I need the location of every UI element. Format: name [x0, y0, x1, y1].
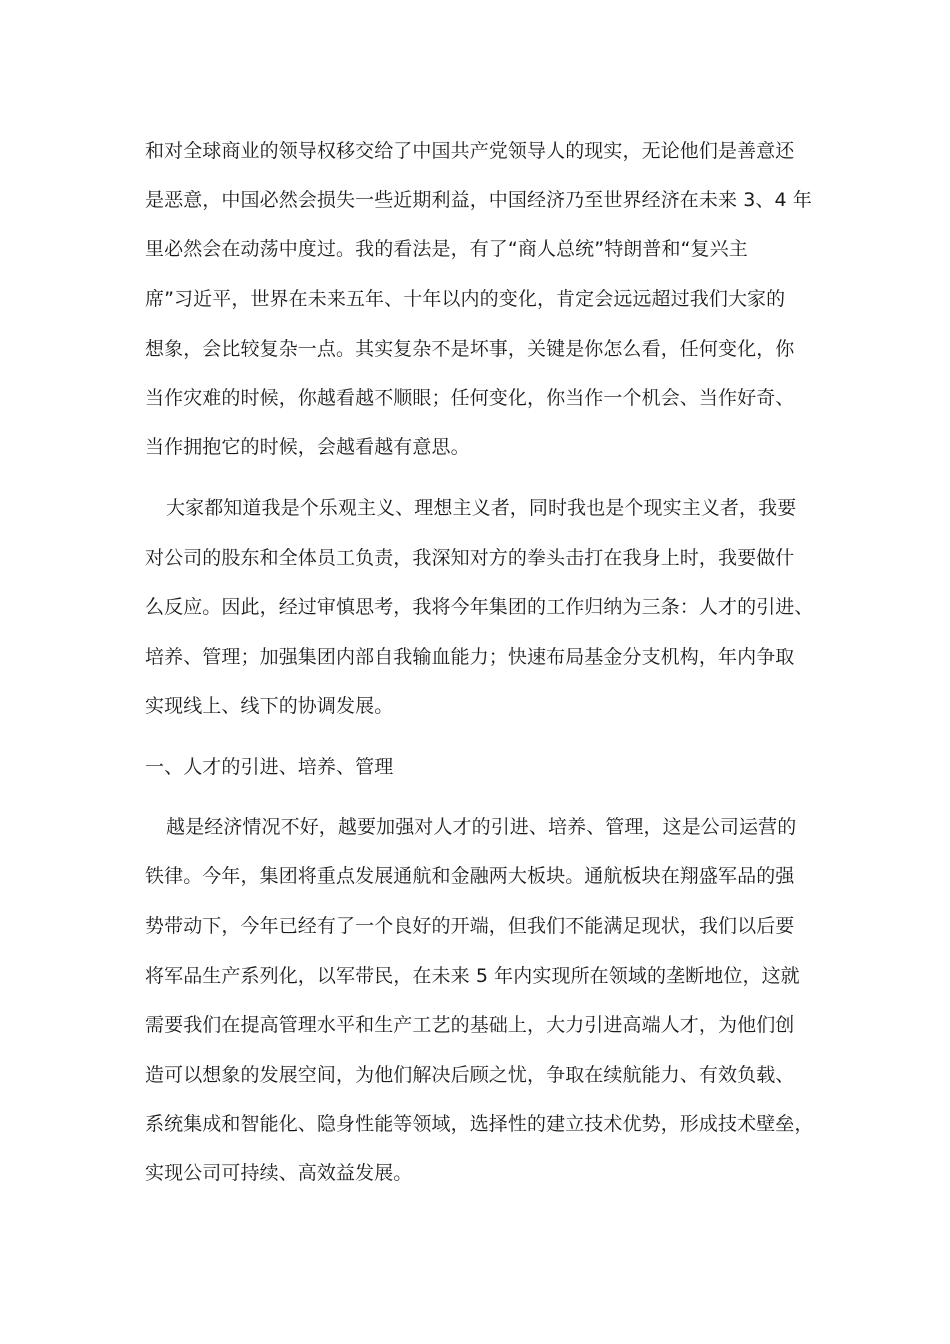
paragraph-3-line-3: 势带动下，今年已经有了一个良好的开端，但我们不能满足现状，我们以后要	[145, 915, 795, 937]
paragraph-2-line-4: 培养、管理；加强集团内部自我输血能力；快速布局基金分支机构，年内争取	[145, 646, 795, 668]
paragraph-3-line-4: 将军品生产系列化，以军带民，在未来 5 年内实现所在领域的垄断地位，这就	[145, 965, 800, 987]
paragraph-3-line-2: 铁律。今年，集团将重点发展通航和金融两大板块。通航板块在翔盛军品的强	[145, 865, 795, 887]
paragraph-1-line-2: 是恶意，中国必然会损失一些近期利益，中国经济乃至世界经济在未来 3、4 年	[145, 189, 812, 211]
paragraph-1-line-6: 当作灾难的时候，你越看越不顺眼；任何变化，你当作一个机会、当作好奇、	[145, 387, 795, 409]
paragraph-1-line-7: 当作拥抱它的时候，会越看越有意思。	[145, 436, 470, 458]
paragraph-2-line-3: 么反应。因此，经过审慎思考，我将今年集团的工作归纳为三条：人才的引进、	[145, 596, 814, 618]
paragraph-1-line-1: 和对全球商业的领导权移交给了中国共产党领导人的现实，无论他们是善意还	[145, 140, 795, 162]
paragraph-3-line-6: 造可以想象的发展空间，为他们解决后顾之忧，争取在续航能力、有效负载、	[145, 1064, 795, 1086]
paragraph-3-line-1: 越是经济情况不好，越要加强对人才的引进、培养、管理，这是公司运营的	[166, 816, 797, 838]
paragraph-3-line-5: 需要我们在提高管理水平和生产工艺的基础上，大力引进高端人才，为他们创	[145, 1014, 795, 1036]
paragraph-3-line-8: 实现公司可持续、高效益发展。	[145, 1162, 413, 1184]
paragraph-1-line-3: 里必然会在动荡中度过。我的看法是，有了“商人总统”特朗普和“复兴主	[145, 238, 748, 260]
paragraph-2-line-1: 大家都知道我是个乐观主义、理想主义者，同时我也是个现实主义者，我要	[166, 497, 797, 519]
paragraph-1-line-5: 想象，会比较复杂一点。其实复杂不是坏事，关键是你怎么看，任何变化，你	[145, 338, 795, 360]
paragraph-2-line-2: 对公司的股东和全体员工负责，我深知对方的拳头击打在我身上时，我要做什	[145, 547, 795, 569]
paragraph-2-line-5: 实现线上、线下的协调发展。	[145, 695, 394, 717]
section-heading-1: 一、人才的引进、培养、管理	[145, 756, 394, 778]
paragraph-1-line-4: 席”习近平，世界在未来五年、十年以内的变化，肯定会远远超过我们大家的	[145, 288, 786, 310]
paragraph-3-line-7: 系统集成和智能化、隐身性能等领域，选择性的建立技术优势，形成技术壁垒，	[145, 1113, 814, 1135]
